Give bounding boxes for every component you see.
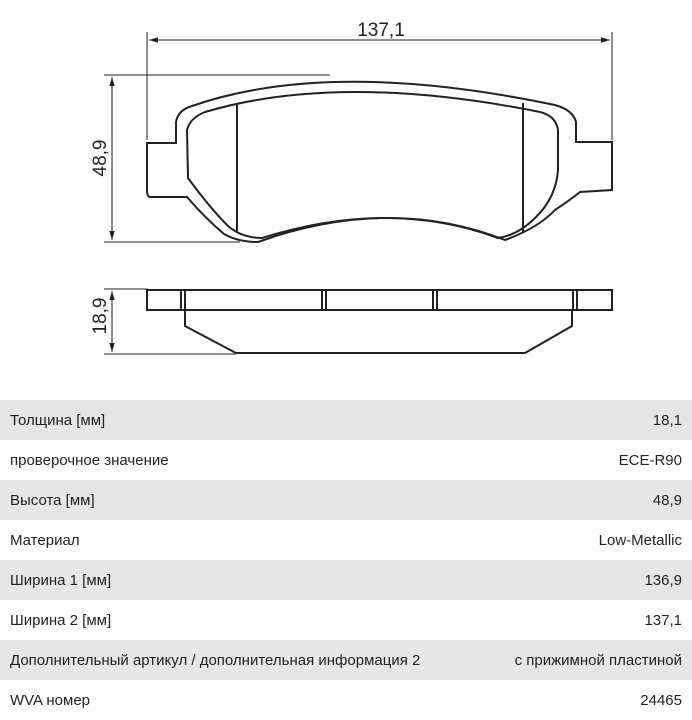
spec-label: Ширина 2 [мм]	[10, 611, 112, 629]
width-dimension-label: 137,1	[357, 20, 405, 41]
thickness-dimension	[104, 289, 236, 354]
spec-row-width-1	[0, 560, 692, 600]
spec-label: Дополнительный артикул / дополнительная информация 2	[10, 651, 421, 669]
spec-value: с прижимной пластиной	[514, 651, 682, 669]
spec-label: Ширина 1 [мм]	[10, 571, 112, 589]
spec-value: 18,1	[652, 411, 682, 429]
specifications-table	[0, 400, 692, 720]
spec-row-thickness	[0, 400, 692, 440]
spec-label: Материал	[10, 531, 80, 549]
spec-label: Толщина [мм]	[10, 411, 106, 429]
spec-row-width-2	[0, 600, 692, 640]
spec-value: 136,9	[644, 571, 682, 589]
brake-pad-front-view	[147, 82, 612, 242]
spec-row-wva-number	[0, 680, 692, 720]
width-dimension	[147, 32, 612, 140]
spec-value: ECE-R90	[618, 451, 682, 469]
spec-value: 48,9	[652, 491, 682, 509]
spec-label: Высота [мм]	[10, 491, 95, 509]
spec-label: WVA номер	[10, 691, 91, 709]
brake-pad-side-view	[147, 290, 612, 353]
spec-value: 24465	[640, 691, 682, 709]
spec-row-material	[0, 520, 692, 560]
height-dimension-label: 48,9	[90, 139, 111, 177]
thickness-dimension-label: 18,9	[90, 297, 111, 335]
spec-row-test-value	[0, 440, 692, 480]
spec-row-additional-info	[0, 640, 692, 680]
spec-value: Low-Metallic	[598, 531, 682, 549]
spec-value: 137,1	[644, 611, 682, 629]
spec-label: проверочное значение	[10, 451, 169, 469]
spec-row-height	[0, 480, 692, 520]
height-dimension	[104, 75, 330, 242]
